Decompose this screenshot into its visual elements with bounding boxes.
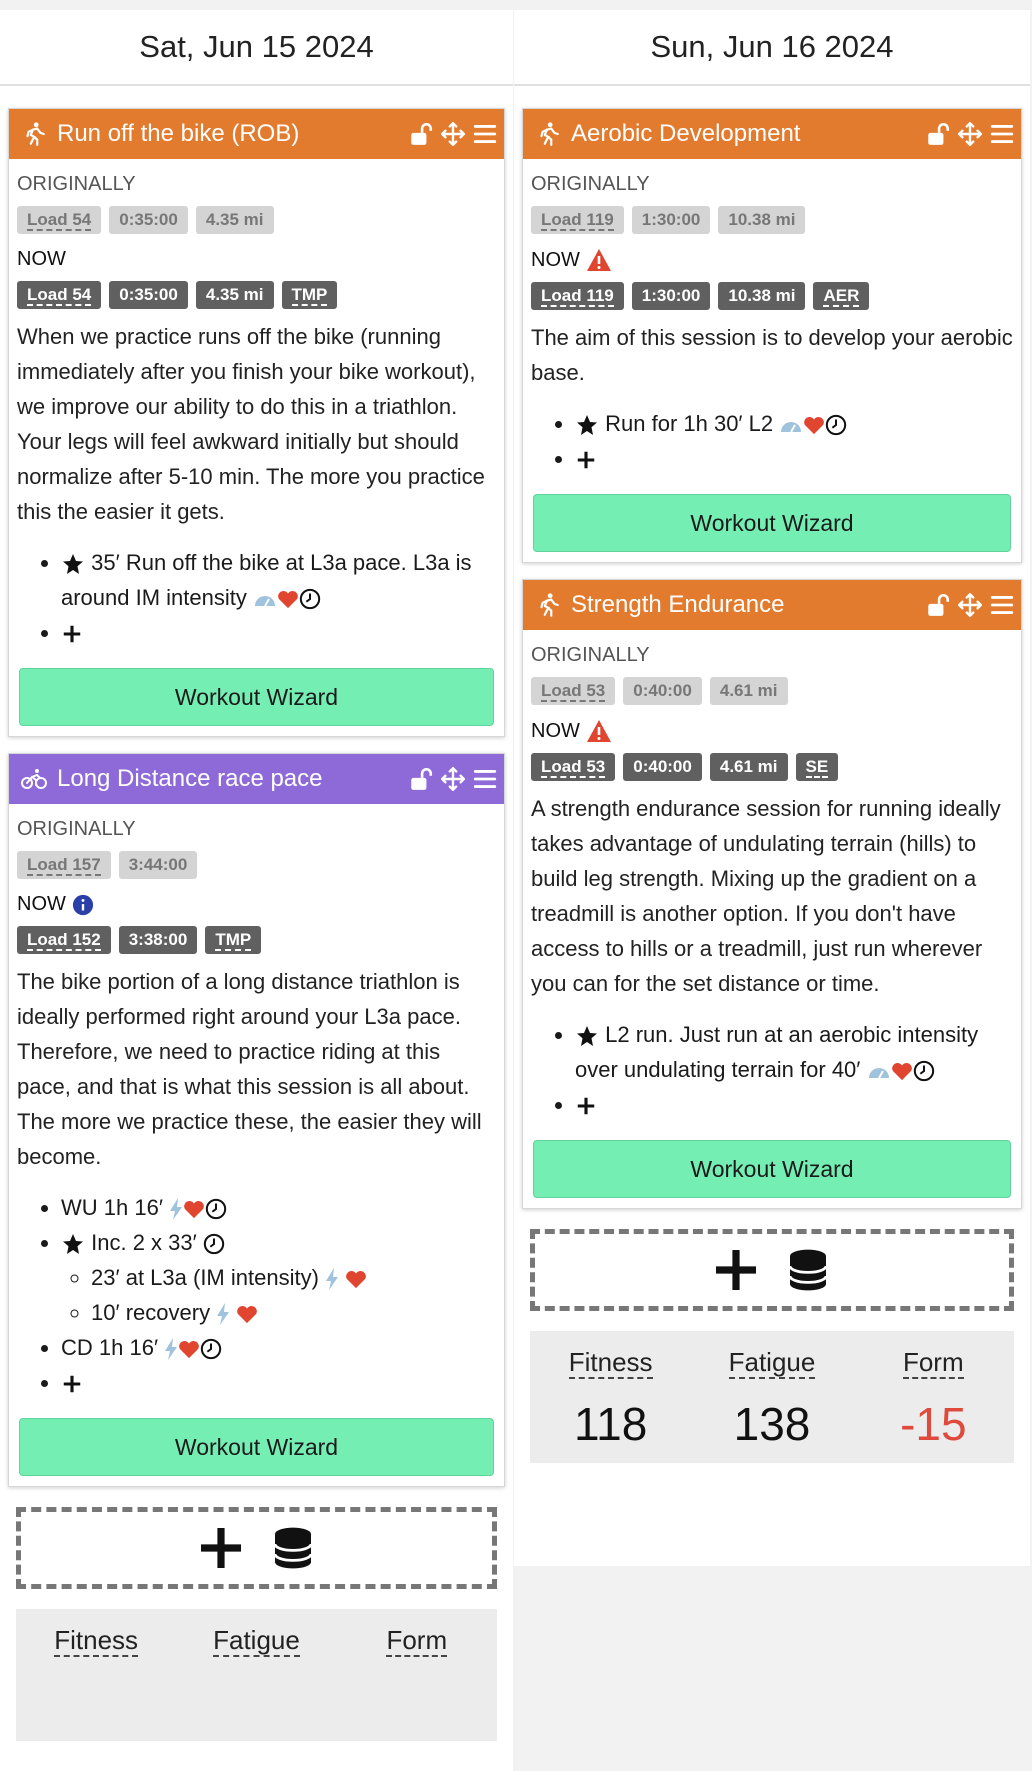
clock-icon (299, 588, 321, 610)
type-badge-text: AER (823, 286, 860, 305)
form-value: -15 (900, 1398, 967, 1450)
load-badge-text: Load 157 (27, 855, 101, 874)
add-step-item[interactable] (575, 1087, 1013, 1122)
unlock-icon[interactable] (925, 121, 951, 147)
plus-icon[interactable] (575, 449, 597, 471)
now-badges (17, 926, 496, 954)
step-text: 10′ recovery (91, 1300, 211, 1325)
type-badge-text: TMP (291, 285, 328, 304)
load-badge[interactable] (531, 753, 615, 781)
load-badge[interactable] (17, 926, 111, 954)
bolt-icon (216, 1302, 230, 1326)
type-badge-text: TMP (215, 930, 252, 949)
load-badge (17, 206, 101, 234)
plus-icon[interactable] (712, 1246, 760, 1294)
workout-title: Strength Endurance (571, 591, 785, 618)
fitness-summary (16, 1609, 497, 1741)
workout-card[interactable] (522, 579, 1022, 1209)
step-text: L2 run. Just run at an aerobic intensity over undulating terrain for 40′ (575, 1022, 979, 1082)
day-date: Sat, Jun 15 2024 (0, 10, 513, 86)
distance-badge: 4.61 mi (710, 753, 788, 781)
workout-wizard-button[interactable]: Workout Wizard (19, 1418, 494, 1476)
add-workout-dropzone[interactable] (16, 1507, 497, 1589)
unlock-icon[interactable] (408, 121, 434, 147)
clock-icon (203, 1233, 225, 1255)
load-badge (17, 851, 111, 879)
workout-card[interactable] (8, 753, 505, 1487)
clock-icon (825, 414, 847, 436)
step-text: WU 1h 16′ (61, 1195, 163, 1220)
fitness-label[interactable]: Fitness (568, 1347, 653, 1377)
distance-badge: 4.35 mi (196, 206, 274, 234)
workout-wizard-button[interactable]: Workout Wizard (19, 668, 494, 726)
unlock-icon[interactable] (925, 592, 951, 618)
original-badges (531, 206, 1013, 234)
step-item[interactable] (61, 1330, 496, 1365)
workout-title: Long Distance race pace (57, 765, 323, 792)
menu-icon[interactable] (989, 592, 1015, 618)
distance-badge: 4.35 mi (196, 281, 274, 309)
substep-item[interactable] (91, 1260, 496, 1295)
substeps-list (61, 1260, 496, 1330)
step-item[interactable] (61, 545, 496, 615)
star-icon (575, 1024, 599, 1048)
star-icon (61, 552, 85, 576)
day-date: Sun, Jun 16 2024 (514, 10, 1030, 86)
move-icon[interactable] (440, 121, 466, 147)
day-body (0, 86, 513, 1771)
runner-icon (535, 592, 561, 618)
workout-card[interactable] (522, 108, 1022, 563)
fitness-value: 118 (573, 1398, 648, 1450)
now-badges (531, 753, 1013, 781)
original-badges (17, 206, 496, 234)
workout-header[interactable] (523, 109, 1021, 159)
now-label: NOW (531, 248, 1013, 272)
load-badge[interactable] (17, 281, 101, 309)
gauge-icon (867, 1060, 891, 1082)
originally-label: ORIGINALLY (17, 173, 136, 195)
duration-badge: 0:40:00 (623, 677, 702, 705)
workout-header[interactable] (523, 580, 1021, 630)
database-icon[interactable] (269, 1524, 317, 1572)
distance-badge: 10.38 mi (718, 282, 805, 310)
add-step-item[interactable] (575, 441, 1013, 476)
runner-icon (535, 121, 561, 147)
duration-badge: 0:35:00 (109, 281, 188, 309)
plus-icon[interactable] (575, 1095, 597, 1117)
type-badge-text: SE (805, 757, 829, 776)
step-text: 35′ Run off the bike at L3a pace. L3a is around IM intensity (61, 550, 472, 610)
now-badges (531, 282, 1013, 310)
runner-icon (21, 121, 47, 147)
load-badge-text: Load 152 (27, 930, 101, 949)
plus-icon[interactable] (61, 623, 83, 645)
type-badge[interactable] (813, 282, 869, 310)
info-icon[interactable] (72, 894, 94, 916)
plus-icon[interactable] (61, 1373, 83, 1395)
menu-icon[interactable] (472, 766, 498, 792)
now-label: NOW (17, 248, 66, 270)
load-badge-text: Load 53 (541, 681, 606, 700)
move-icon[interactable] (957, 121, 983, 147)
heart-icon (803, 415, 825, 435)
workout-wizard-button[interactable]: Workout Wizard (533, 494, 1011, 552)
workout-description: A strength endurance session for running ideally takes advantage of undulating terrain (hills) to build leg strength. Mixing up the gradient on a treadmill is another option. If you don't have access to hills or a treadmill, just run wherever you can for the set distance or time. (531, 796, 1001, 996)
bolt-icon (169, 1197, 183, 1221)
type-badge[interactable] (282, 281, 338, 309)
add-workout-dropzone[interactable] (530, 1229, 1014, 1311)
originally-label: ORIGINALLY (531, 173, 650, 195)
gauge-icon (253, 588, 277, 610)
move-icon[interactable] (957, 592, 983, 618)
duration-badge: 0:35:00 (109, 206, 188, 234)
fatigue-label[interactable]: Fatigue (728, 1347, 816, 1377)
clock-icon (200, 1338, 222, 1360)
unlock-icon[interactable] (408, 766, 434, 792)
fitness-summary (530, 1331, 1014, 1463)
substep-item[interactable] (91, 1295, 496, 1330)
load-badge (531, 677, 615, 705)
original-badges (17, 851, 496, 879)
now-badges (17, 281, 496, 309)
bolt-icon (325, 1267, 339, 1291)
now-label: NOW (17, 893, 496, 916)
type-badge[interactable] (796, 753, 839, 781)
load-badge-text: Load 54 (27, 285, 92, 304)
duration-badge: 0:40:00 (623, 753, 702, 781)
heart-icon (277, 589, 299, 609)
gauge-icon (779, 414, 803, 436)
bolt-icon (164, 1337, 178, 1361)
fatigue-label[interactable]: Fatigue (213, 1625, 300, 1655)
clock-icon (205, 1198, 227, 1220)
form-label[interactable]: Form (386, 1625, 448, 1655)
heart-icon (183, 1199, 205, 1219)
menu-icon[interactable] (472, 121, 498, 147)
heart-icon (345, 1269, 367, 1289)
fitness-label[interactable]: Fitness (54, 1625, 139, 1655)
workout-description: The aim of this session is to develop your aerobic base. (531, 325, 1013, 385)
originally-label: ORIGINALLY (17, 818, 136, 840)
workout-header[interactable] (9, 109, 504, 159)
originally-label: ORIGINALLY (531, 644, 650, 666)
warning-icon[interactable] (586, 719, 612, 743)
heart-icon (178, 1339, 200, 1359)
duration-badge: 3:38:00 (119, 926, 198, 954)
duration-badge: 1:30:00 (632, 282, 711, 310)
distance-badge: 10.38 mi (718, 206, 805, 234)
workout-title: Aerobic Development (571, 120, 801, 147)
load-badge[interactable] (531, 282, 624, 310)
steps-list (17, 545, 496, 650)
fatigue-value: 138 (733, 1398, 811, 1450)
load-badge (531, 206, 624, 234)
step-item[interactable] (575, 406, 1013, 441)
workout-card[interactable] (8, 108, 505, 737)
step-item[interactable] (61, 1190, 496, 1225)
steps-list (531, 1017, 1013, 1122)
workout-wizard-button[interactable]: Workout Wizard (533, 1140, 1011, 1198)
clock-icon (913, 1060, 935, 1082)
duration-badge: 1:30:00 (632, 206, 711, 234)
load-badge-text: Load 54 (27, 210, 92, 229)
steps-list (17, 1190, 496, 1400)
workout-description: When we practice runs off the bike (running immediately after you finish your bike workout), we improve our ability to do this in a triathlon. Your legs will feel awkward initially but should normalize after 5-10 min. The more you practice this the easier it gets. (17, 324, 485, 524)
workout-title: Run off the bike (ROB) (57, 120, 300, 147)
day-column (514, 10, 1030, 1566)
warning-icon[interactable] (586, 248, 612, 272)
load-badge-text: Load 119 (541, 286, 614, 305)
step-text: Run for 1h 30′ L2 (605, 411, 774, 436)
step-item[interactable] (61, 1225, 496, 1330)
workout-description: The bike portion of a long distance triathlon is ideally performed right around your L3a pace. Therefore, we need to practice riding at this pace, and that is what this session is all about. The more we practice these, the easier they will become. (17, 969, 482, 1169)
form-label[interactable]: Form (902, 1347, 964, 1377)
original-badges (531, 677, 1013, 705)
add-step-item[interactable] (61, 615, 496, 650)
steps-list (531, 406, 1013, 476)
day-column (0, 10, 513, 1771)
load-badge-text: Load 119 (541, 210, 614, 229)
step-text: 23′ at L3a (IM intensity) (91, 1265, 319, 1290)
duration-badge: 3:44:00 (119, 851, 198, 879)
heart-icon (891, 1061, 913, 1081)
step-text: Inc. 2 x 33′ (91, 1230, 197, 1255)
step-item[interactable] (575, 1017, 1013, 1087)
workout-header[interactable] (9, 754, 504, 804)
bike-icon (21, 766, 47, 792)
day-body (514, 86, 1030, 1566)
database-icon[interactable] (784, 1246, 832, 1294)
type-badge[interactable] (205, 926, 261, 954)
move-icon[interactable] (440, 766, 466, 792)
menu-icon[interactable] (989, 121, 1015, 147)
heart-icon (236, 1304, 258, 1324)
load-badge-text: Load 53 (541, 757, 606, 776)
add-step-item[interactable] (61, 1365, 496, 1400)
star-icon (61, 1232, 85, 1256)
plus-icon[interactable] (197, 1524, 245, 1572)
now-label: NOW (531, 719, 1013, 743)
step-text: CD 1h 16′ (61, 1335, 159, 1360)
star-icon (575, 413, 599, 437)
distance-badge: 4.61 mi (710, 677, 788, 705)
